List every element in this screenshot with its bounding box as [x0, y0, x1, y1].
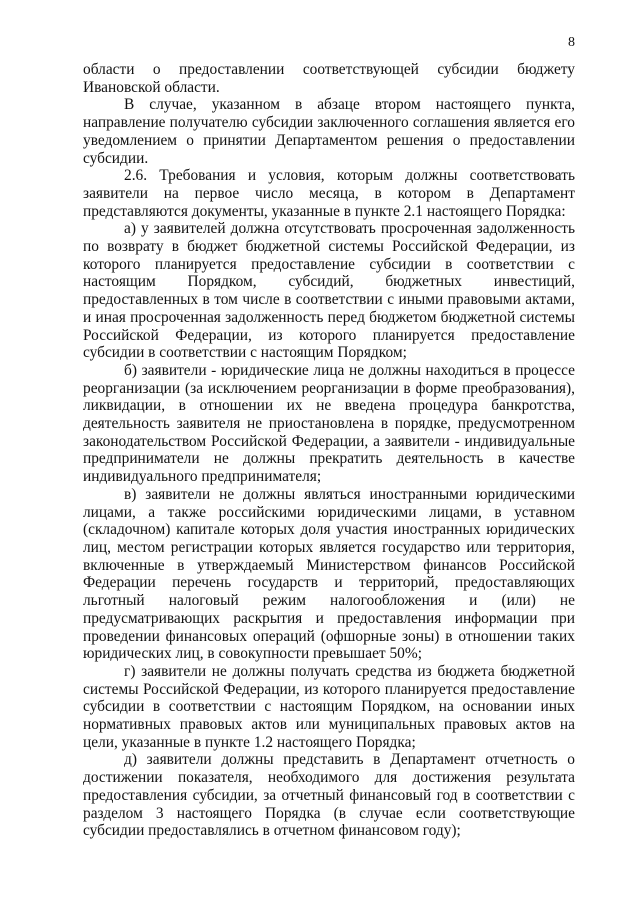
paragraph-6: в) заявители не должны являться иностранными юридическими лицами, а также российскими юридическими лицами, в уставном (складочном) капитале которых доля участия иностранных юридических лиц, местом регистрации которых является государство или территория, включенные в утверждаемый Министерством финансов Российской Федерации перечень государств и территорий, предоставляющих льготный налоговый режим налогообложения и (или) не предусматривающих раскрытия и предоставления информации при проведении финансовых операций (офшорные зоны) в отношении таких юридических лиц, в совокупности превышает 50%; — [83, 485, 575, 663]
paragraph-4: а) у заявителей должна отсутствовать просроченная задолженность по возврату в бюджет бюджетной системы Российской Федерации, из которого планируется предоставление субсидии в соответствии с настоящим Порядком, субсидий, бюджетных инвестиций, предоставленных в том числе в соответствии с иными правовыми актами, и иная просроченная задолженность перед бюджетом бюджетной системы Российской Федерации, из которого планируется предоставление субсидии в соответствии с настоящим Порядком; — [83, 220, 575, 362]
paragraph-5: б) заявители - юридические лица не должны находиться в процессе реорганизации (за исключением реорганизации в форме преобразования), ликвидации, в отношении их не введена процедура банкротства, деятельность заявителя не приостановлена в порядке, предусмотренном законодательством Российской Федерации, а заявители - индивидуальные предприниматели не должны прекратить деятельность в качестве индивидуального предпринимателя; — [83, 361, 575, 486]
paragraph-8: д) заявители должны представить в Департамент отчетность о достижении показателя, необходимого для достижения результата предоставления субсидии, за отчетный финансовый год в соответствии с разделом 3 настоящего Порядка (в случае если соответствующие субсидии предоставлялись в отчетном финансовом году); — [83, 751, 575, 840]
paragraph-2: В случае, указанном в абзаце втором настоящего пункта, направление получателю субсидии заключенного соглашения является его уведомлением о принятии Департаментом решения о предоставлении субсидии. — [83, 96, 575, 167]
paragraph-3: 2.6. Требования и условия, которым должны соответствовать заявители на первое число месяца, в котором в Департамент представляются документы, указанные в пункте 2.1 настоящего Порядка: — [83, 167, 575, 220]
page-number: 8 — [568, 35, 575, 50]
paragraph-7: г) заявители не должны получать средства из бюджета бюджетной системы Российской Федерации, из которого планируется предоставление субсидии в соответствии с настоящим Порядком, на основании иных нормативных правовых актов или муниципальных правовых актов на цели, указанные в пункте 1.2 настоящего Порядка; — [83, 662, 575, 751]
document-body — [83, 0, 575, 840]
paragraph-1: области о предоставлении соответствующей субсидии бюджету Ивановской области. — [83, 61, 575, 96]
